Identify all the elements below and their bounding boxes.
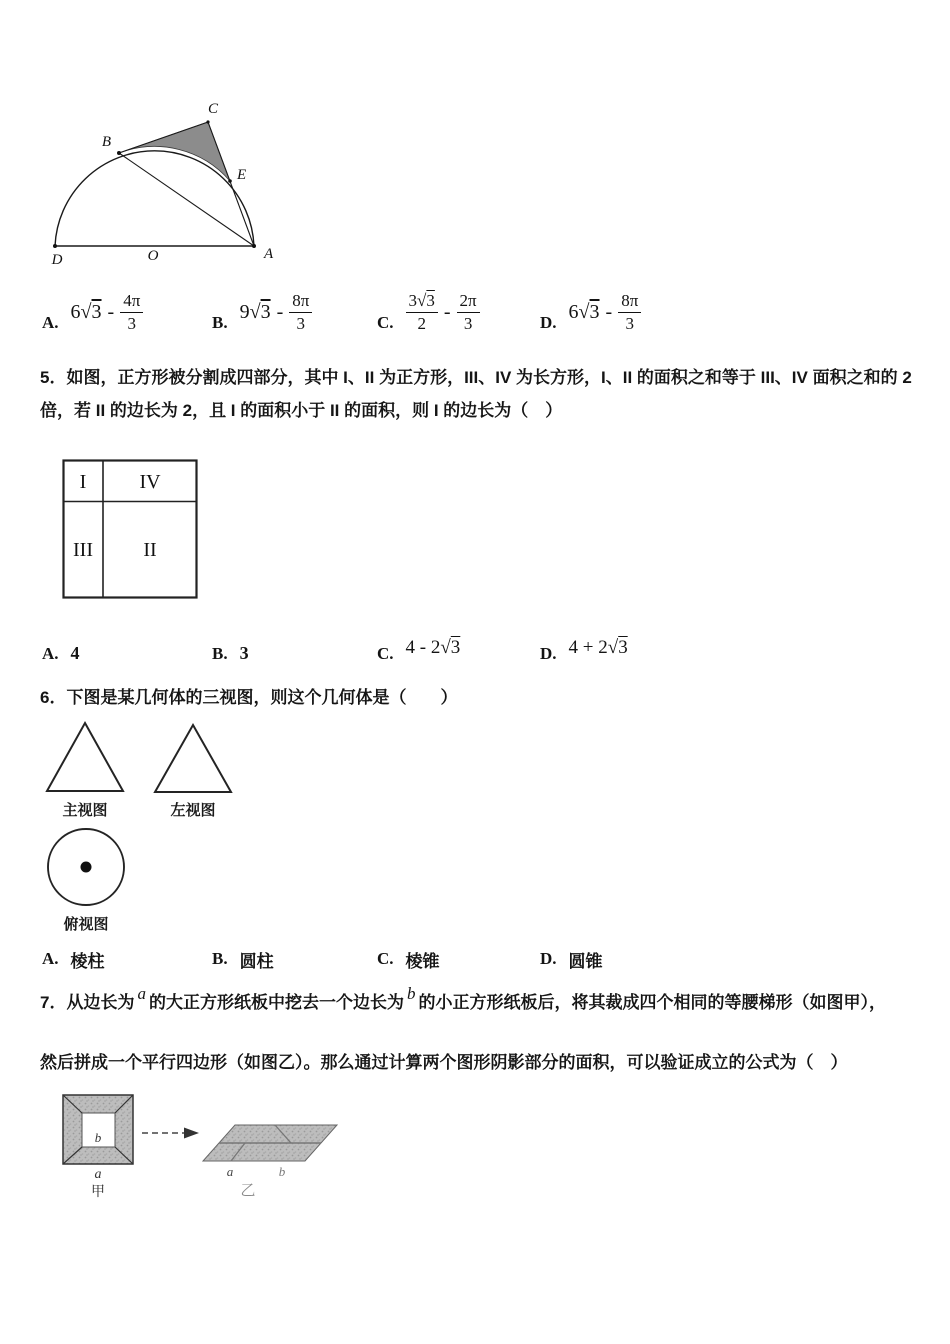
front-view bbox=[45, 720, 127, 820]
q4-option-b bbox=[212, 283, 312, 341]
option-letter: B. bbox=[212, 949, 228, 968]
option-letter: C. bbox=[377, 313, 394, 332]
side-view-label: 左视图 bbox=[170, 802, 216, 819]
minus-sign: - bbox=[605, 300, 613, 323]
coef: 9 bbox=[239, 300, 250, 323]
side-view bbox=[153, 720, 235, 820]
point-E bbox=[228, 179, 232, 183]
fraction bbox=[289, 290, 312, 334]
option-letter: A. bbox=[42, 313, 59, 332]
top-view-label: 俯视图 bbox=[63, 916, 109, 933]
segment-AC bbox=[208, 122, 254, 246]
expr-lead: 4 + 2 bbox=[568, 637, 608, 658]
sqrt-sign: √ bbox=[578, 300, 590, 323]
q4-option-d bbox=[540, 283, 641, 341]
option-expression bbox=[240, 290, 313, 334]
option-letter: A. bbox=[42, 949, 59, 968]
denominator: 3 bbox=[127, 313, 136, 333]
label-b-inner: b bbox=[94, 1130, 102, 1145]
q5-option-c bbox=[377, 630, 460, 664]
minus-sign: - bbox=[443, 300, 451, 323]
triangle-shape bbox=[155, 725, 231, 792]
q4-option-a bbox=[42, 283, 143, 341]
option-expression bbox=[406, 637, 461, 659]
top-view-circle bbox=[46, 826, 126, 908]
option-value: 棱柱 bbox=[70, 951, 105, 971]
point-D bbox=[53, 244, 57, 248]
fraction bbox=[406, 290, 438, 334]
denominator: 2 bbox=[417, 313, 426, 333]
q7-text-mid: 的大正方形纸板中挖去一个边长为 bbox=[148, 993, 404, 1012]
region-label-III: III bbox=[73, 539, 93, 561]
numerator: 8π bbox=[289, 290, 312, 312]
q7-text-post: 的小正方形纸板后，将其裁成四个相同的等腰梯形（如图甲）， bbox=[418, 993, 886, 1012]
denominator: 3 bbox=[463, 313, 473, 333]
point-label-E: E bbox=[237, 167, 247, 183]
triangle-shape bbox=[47, 723, 123, 791]
coef: 6 bbox=[70, 300, 81, 323]
option-value: 4 bbox=[70, 643, 80, 663]
q7-line2: 然后拼成一个平行四边形（如图乙）。那么通过计算两个图形阴影部分的面积，可以验证成立的公式为（ ） bbox=[40, 1053, 848, 1072]
var-a: a bbox=[137, 984, 146, 1003]
sqrt-sign: √ bbox=[417, 291, 427, 311]
option-value: 3 bbox=[239, 643, 249, 663]
coef: 3 bbox=[408, 291, 418, 311]
point-A bbox=[252, 244, 256, 248]
q5-option-b bbox=[212, 630, 249, 664]
semicircle-figure bbox=[38, 95, 288, 270]
option-value: 圆柱 bbox=[239, 951, 274, 971]
front-view-label: 主视图 bbox=[62, 802, 108, 819]
q6-option-d bbox=[540, 947, 603, 971]
q6-text: 6．下图是某几何体的三视图，则这个几何体是（ ） bbox=[40, 688, 458, 707]
option-letter: B. bbox=[212, 313, 228, 332]
option-expression bbox=[406, 290, 480, 334]
option-expression bbox=[569, 637, 628, 659]
fraction bbox=[618, 290, 641, 334]
option-letter: C. bbox=[377, 949, 394, 968]
radicand: 3 bbox=[618, 637, 628, 658]
var-b: b bbox=[406, 984, 416, 1003]
numerator: 4π bbox=[120, 290, 143, 312]
point-C bbox=[206, 120, 209, 123]
option-letter: D. bbox=[540, 949, 557, 968]
q5-option-a bbox=[42, 630, 80, 664]
q6-options-row bbox=[0, 947, 950, 971]
option-value: 棱锥 bbox=[405, 951, 440, 971]
point-label-D: D bbox=[51, 252, 63, 268]
numerator bbox=[406, 290, 438, 312]
denominator: 3 bbox=[296, 313, 306, 333]
denominator: 3 bbox=[625, 313, 634, 333]
option-expression bbox=[71, 290, 144, 334]
q7-line1 bbox=[40, 984, 940, 1016]
radicand: 3 bbox=[589, 300, 600, 323]
q4-options-row bbox=[0, 283, 950, 341]
shaded-region bbox=[119, 122, 230, 181]
front-view-triangle bbox=[45, 720, 125, 794]
q6-option-c bbox=[377, 947, 440, 971]
sqrt-sign: √ bbox=[249, 300, 261, 323]
fraction bbox=[457, 290, 480, 334]
point-label-C: C bbox=[207, 101, 219, 117]
sqrt-sign: √ bbox=[607, 637, 619, 658]
label-a: a bbox=[226, 1164, 234, 1179]
sqrt-sign: √ bbox=[80, 300, 92, 323]
q6-option-b bbox=[212, 947, 274, 971]
point-label-A: A bbox=[264, 246, 274, 262]
region-label-IV: IV bbox=[139, 471, 161, 493]
top-view bbox=[46, 826, 128, 934]
center-dot bbox=[81, 862, 92, 873]
radicand: 3 bbox=[260, 300, 271, 323]
label-yi: 乙 bbox=[240, 1182, 256, 1199]
side-view-triangle bbox=[153, 720, 233, 794]
transform-arrow bbox=[140, 1125, 202, 1141]
option-expression bbox=[569, 290, 642, 334]
fraction bbox=[120, 290, 143, 334]
option-letter: D. bbox=[540, 313, 557, 332]
figure-yi bbox=[195, 1118, 347, 1200]
q5-text: 5．如图，正方形被分割成四部分，其中 I、II 为正方形，III、IV 为长方形，I、II 的面积之和等于 III、IV 面积之和的 2 倍，若 II 的边长为 2，且 I 的面积小于 II 的面积，则 I 的边长为（ ） bbox=[40, 368, 912, 420]
coef: 6 bbox=[568, 300, 579, 323]
option-letter: B. bbox=[212, 644, 228, 663]
q6-option-a bbox=[42, 947, 105, 971]
numerator: 8π bbox=[618, 290, 641, 312]
q5-option-d bbox=[540, 630, 628, 664]
q7-text-pre: 7．从边长为 bbox=[40, 993, 135, 1012]
option-letter: A. bbox=[42, 644, 59, 663]
sqrt-sign: √ bbox=[440, 637, 451, 658]
label-b: b bbox=[278, 1164, 286, 1179]
radicand: 3 bbox=[426, 291, 435, 311]
label-a-outer: a bbox=[94, 1167, 102, 1182]
radicand: 3 bbox=[450, 637, 461, 658]
minus-sign: - bbox=[107, 300, 115, 323]
region-label-II: II bbox=[143, 539, 157, 561]
numerator: 2π bbox=[457, 290, 480, 312]
square-partition-figure bbox=[62, 459, 198, 599]
q4-option-c bbox=[377, 283, 480, 341]
point-B bbox=[117, 151, 121, 155]
expr-lead: 4 - 2 bbox=[405, 637, 441, 658]
point-label-B: B bbox=[101, 134, 111, 150]
minus-sign: - bbox=[276, 300, 284, 323]
option-value: 圆锥 bbox=[568, 951, 603, 971]
segment-AB bbox=[119, 153, 254, 246]
point-label-O: O bbox=[147, 248, 159, 264]
region-label-I: I bbox=[79, 471, 87, 493]
label-jia: 甲 bbox=[91, 1183, 105, 1199]
option-letter: D. bbox=[540, 644, 557, 663]
radicand: 3 bbox=[91, 300, 102, 323]
option-letter: C. bbox=[377, 644, 394, 663]
figure-jia bbox=[60, 1090, 138, 1202]
q5-options-row bbox=[0, 630, 950, 664]
